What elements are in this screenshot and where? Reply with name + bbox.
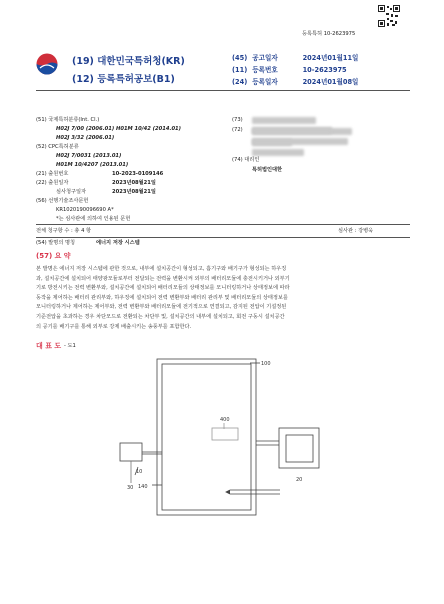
- header-right-block: [232, 52, 358, 88]
- abstract-heading: (57) 요 약: [36, 252, 71, 260]
- abstract-line: 동작을 제어하는 배터리 관리부와, 하우징에 설치되어 전력 변환부와 배터리 관리부 및 배터리모듈의 상태정보를: [36, 294, 288, 301]
- application-number-value: 10-2023-0109146: [112, 171, 164, 177]
- patentee-label: (73): [232, 117, 243, 123]
- ipc-label: (51) 국제특허분류(Int. Cl.): [36, 117, 100, 123]
- abstract-line: 의 공기를 배기구를 통해 외부로 강제 배출시키는 송풍부를 포함한다.: [36, 323, 192, 330]
- fig-label-30: 30: [127, 485, 134, 491]
- cpc-line-2: H01M 10/4207 (2013.01): [56, 162, 129, 168]
- abstract-line: 기로 방전시키는 전력 변환부와, 설치공간에 설치되어 배터리모듈의 상태정보를 모니터링하거나 상태정보에 따라: [36, 285, 290, 292]
- claims-divider: [36, 237, 410, 238]
- application-number-label: (21) 출원번호: [36, 171, 69, 177]
- agent-label: (74) 대리인: [232, 157, 260, 163]
- prior-art-document: KR1020190096690 A*: [56, 207, 114, 213]
- fig-label-20: 20: [296, 477, 303, 483]
- ipc-line-2: H02J 3/32 (2006.01): [56, 135, 115, 141]
- invention-title-label: (54) 발명의 명칭: [36, 240, 76, 246]
- exam-request-label: 심사청구일자: [56, 189, 87, 195]
- exam-request-value: 2023년08월21일: [112, 189, 156, 195]
- cpc-label: (52) CPC특허분류: [36, 144, 79, 150]
- fig-label-140: 140: [138, 484, 148, 490]
- redacted-inventor-3: [252, 149, 304, 156]
- biblio-divider: [36, 224, 410, 225]
- redacted-inventor-1: [252, 127, 332, 134]
- country-office-title: (19) 대한민국특허청(KR): [72, 56, 185, 67]
- abstract-text: [36, 265, 416, 332]
- total-claims: 전체 청구항 수 : 총 4 항: [36, 228, 92, 234]
- registration-date-row: (24) 등록일자 2024년01월08일: [232, 78, 359, 86]
- ipc-line-1: H02J 7/00 (2006.01) H01M 10/42 (2014.01): [56, 126, 182, 132]
- application-date-label: (22) 출원일자: [36, 180, 69, 186]
- representative-drawing-label: 대 표 도: [36, 342, 62, 350]
- fig-label-10: 10: [136, 469, 143, 475]
- header-divider: [36, 90, 410, 91]
- publication-type-title: (12) 등록특허공보(B1): [72, 74, 175, 85]
- registration-number-row: (11) 등록번호 10-2623975: [232, 66, 347, 74]
- abstract-line: 모니터링하거나 제어하는 제어부와, 전력 변환부와 배터리모듈에 전기적으로 연결되고, 감지된 전압이 기설정된: [36, 304, 287, 311]
- examiner: 심사관 : 강병욱: [338, 228, 374, 234]
- invention-title: 에너지 저장 시스템: [96, 240, 140, 246]
- agent-value: 특허법인대한: [252, 167, 283, 173]
- announcement-row: (45) 공고일자 2024년01월11일: [232, 54, 359, 62]
- application-date-value: 2023년08월21일: [112, 180, 156, 186]
- prior-art-note: *는 심사관에 의하여 인용된 문헌: [56, 216, 131, 222]
- redacted-patentee-1: [252, 117, 316, 124]
- abstract-line: 기준전압을 초과하는 경우 차단모드로 전환되는 차단부 및, 설치공간의 내부에 설치되고, 회전 구동시 설치공간: [36, 313, 285, 320]
- fig-label-100: 100: [261, 361, 271, 367]
- abstract-line: 본 발명은 에너지 저장 시스템에 관한 것으로, 내부에 설치공간이 형성되고, 흡기구와 배기구가 형성되는 하우징: [36, 266, 287, 272]
- representative-figure: [100, 355, 340, 525]
- redacted-inventor-2: [252, 138, 348, 145]
- fig-label-400: 400: [220, 417, 230, 423]
- inventor-label: (72): [232, 127, 243, 133]
- representative-drawing-ref: - 도1: [64, 343, 76, 349]
- top-patent-id: 등록특허 10-2623975: [302, 31, 356, 37]
- abstract-line: 과, 설치공간에 설치되어 태양광모듈로부터 전달되는 전력을 변환시켜 외부의 배터리모듈에 충전시키거나 외부기: [36, 275, 290, 282]
- prior-art-label: (56) 선행기술조사문헌: [36, 198, 89, 204]
- qr-code: [378, 5, 400, 27]
- kipo-emblem-logo: [36, 53, 58, 75]
- cpc-line-1: H02J 7/0031 (2013.01): [56, 153, 122, 159]
